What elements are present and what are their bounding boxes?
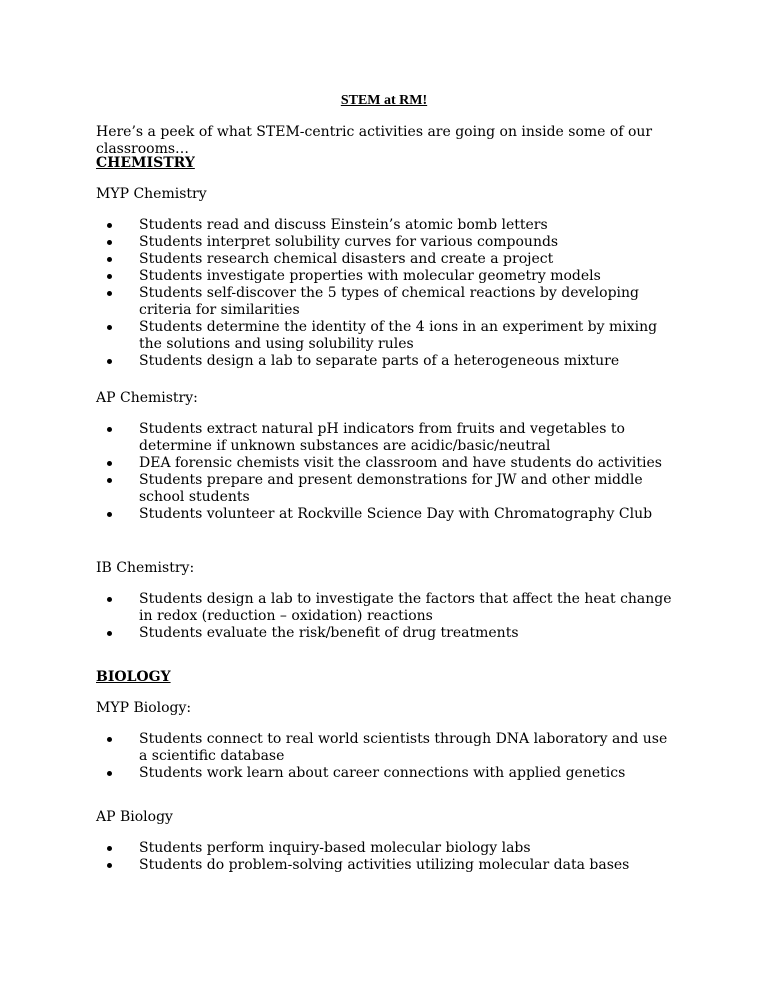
- ap-chemistry-label: AP Chemistry:: [96, 390, 198, 406]
- list-item: Students design a lab to investigate the factors that affect the heat change in redox (reduction – oxidation) reactions: [96, 591, 678, 625]
- myp-chemistry-list: [96, 217, 678, 370]
- ap-chemistry-section: [96, 390, 678, 523]
- myp-biology-list: [96, 731, 678, 782]
- list-item: Students perform inquiry-based molecular biology labs: [96, 840, 678, 857]
- list-item: Students interpret solubility curves for various compounds: [96, 234, 678, 251]
- biology-heading: BIOLOGY: [96, 669, 171, 685]
- myp-biology-label: MYP Biology:: [96, 700, 192, 716]
- ib-chemistry-list: [96, 591, 678, 642]
- ap-biology-section: [96, 809, 678, 874]
- chemistry-heading-block: [96, 155, 678, 172]
- list-item: Students research chemical disasters and create a project: [96, 251, 678, 268]
- list-item: Students volunteer at Rockville Science Day with Chromatography Club: [96, 506, 678, 523]
- list-item: Students evaluate the risk/benefit of drug treatments: [96, 625, 678, 642]
- list-item: Students design a lab to separate parts of a heterogeneous mixture: [96, 353, 678, 370]
- myp-chemistry-label: MYP Chemistry: [96, 186, 207, 202]
- ib-chemistry-section: [96, 560, 678, 642]
- list-item: Students prepare and present demonstrations for JW and other middle school students: [96, 472, 678, 506]
- ib-chemistry-label: IB Chemistry:: [96, 560, 195, 576]
- biology-heading-block: [96, 669, 678, 686]
- chemistry-heading: CHEMISTRY: [96, 155, 195, 171]
- list-item: DEA forensic chemists visit the classroom and have students do activities: [96, 455, 678, 472]
- list-item: Students investigate properties with molecular geometry models: [96, 268, 678, 285]
- ap-biology-list: [96, 840, 678, 874]
- list-item: Students determine the identity of the 4 ions in an experiment by mixing the solutions and using solubility rules: [96, 319, 678, 353]
- ap-biology-label: AP Biology: [96, 809, 173, 825]
- list-item: Students extract natural pH indicators from fruits and vegetables to determine if unknown substances are acidic/basic/neutral: [96, 421, 678, 455]
- list-item: Students connect to real world scientists through DNA laboratory and use a scientific database: [96, 731, 678, 765]
- myp-chemistry-section: [96, 186, 678, 370]
- myp-biology-section: [96, 700, 678, 782]
- list-item: Students read and discuss Einstein’s atomic bomb letters: [96, 217, 678, 234]
- intro-paragraph: Here’s a peek of what STEM-centric activities are going on inside some of our classrooms…: [96, 124, 653, 157]
- page-title: STEM at RM!: [340, 93, 428, 108]
- list-item: Students work learn about career connections with applied genetics: [96, 765, 678, 782]
- list-item: Students do problem-solving activities utilizing molecular data bases: [96, 857, 678, 874]
- list-item: Students self-discover the 5 types of chemical reactions by developing criteria for similarities: [96, 285, 678, 319]
- ap-chemistry-list: [96, 421, 678, 523]
